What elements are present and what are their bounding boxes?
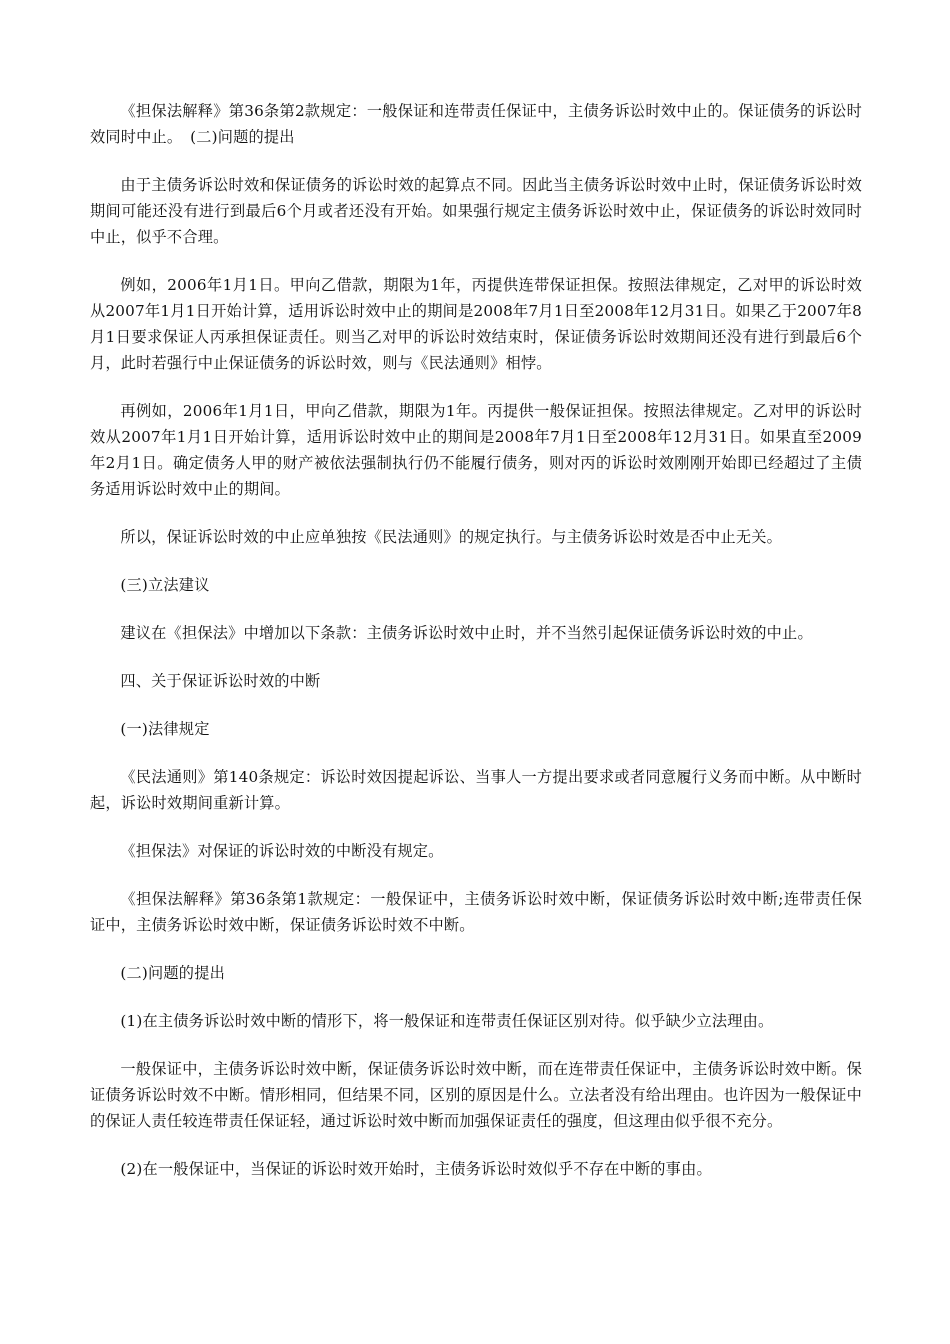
paragraph-example-general-guarantee: 再例如，2006年1月1日，甲向乙借款，期限为1年。丙提供一般保证担保。按照法律规定。乙对甲的诉讼时效从2007年1月1日开始计算，适用诉讼时效中止的期间是2008年7月1日至2008年12月31日。如果直至2009年2月1日。确定债务人甲的财产被依法强制执行仍不能履行债务，则对丙的诉讼时效刚刚开始即已经超过了主债务适用诉讼时效中止的期间。 xyxy=(90,402,862,498)
paragraph-point-2: (2)在一般保证中，当保证的诉讼时效开始时，主债务诉讼时效似乎不存在中断的事由。 xyxy=(120,1160,712,1178)
paragraph-suspension-rule: 《担保法解释》第36条第2款规定：一般保证和连带责任保证中，主债务诉讼时效中止的。保证债务的诉讼时效同时中止。 (二)问题的提出 xyxy=(90,102,862,146)
section-heading-problem: (二)问题的提出 xyxy=(120,964,225,982)
section-heading-interruption: 四、关于保证诉讼时效的中断 xyxy=(120,672,321,690)
paragraph-point-1: (1)在主债务诉讼时效中断的情形下，将一般保证和连带责任保证区别对待。似乎缺少立法理由。 xyxy=(120,1012,774,1030)
paragraph-example-joint-guarantee: 例如，2006年1月1日。甲向乙借款，期限为1年，丙提供连带保证担保。按照法律规定，乙对甲的诉讼时效从2007年1月1日开始计算，适用诉讼时效中止的期间是2008年7月1日至2008年12月31日。如果乙于2007年8月1日要求保证人丙承担保证责任。则当乙对甲的诉讼时效结束时，保证债务诉讼时效期间还没有进行到最后6个月，此时若强行中止保证债务的诉讼时效，则与《民法通则》相悖。 xyxy=(90,276,862,372)
paragraph-guarantee-law-silence: 《担保法》对保证的诉讼时效的中断没有规定。 xyxy=(120,842,444,860)
paragraph-point-1-discussion: 一般保证中，主债务诉讼时效中断，保证债务诉讼时效中断，而在连带责任保证中，主债务诉讼时效中断。保证债务诉讼时效不中断。情形相同，但结果不同，区别的原因是什么。立法者没有给出理由。也许因为一般保证中的保证人责任较连带责任保证轻，通过诉讼时效中断而加强保证责任的强度，但这理由似乎很不充分。 xyxy=(90,1060,862,1130)
paragraph-civil-law-140: 《民法通则》第140条规定：诉讼时效因提起诉讼、当事人一方提出要求或者同意履行义务而中断。从中断时起，诉讼时效期间重新计算。 xyxy=(90,768,862,812)
paragraph-suggestion: 建议在《担保法》中增加以下条款：主债务诉讼时效中止时，并不当然引起保证债务诉讼时效的中止。 xyxy=(120,624,813,642)
paragraph-conclusion: 所以，保证诉讼时效的中止应单独按《民法通则》的规定执行。与主债务诉讼时效是否中止无关。 xyxy=(120,528,783,546)
section-heading-legal-provisions: (一)法律规定 xyxy=(120,720,210,738)
paragraph-problem-analysis: 由于主债务诉讼时效和保证债务的诉讼时效的起算点不同。因此当主债务诉讼时效中止时，保证债务诉讼时效期间可能还没有进行到最后6个月或者还没有开始。如果强行规定主债务诉讼时效中止，保证债务的诉讼时效同时中止，似乎不合理。 xyxy=(90,176,862,246)
section-heading-legislative-suggestion: (三)立法建议 xyxy=(120,576,210,594)
document-page xyxy=(90,98,862,1204)
paragraph-interpretation-36-1: 《担保法解释》第36条第1款规定：一般保证中，主债务诉讼时效中断，保证债务诉讼时效中断;连带责任保证中，主债务诉讼时效中断，保证债务诉讼时效不中断。 xyxy=(90,890,862,934)
